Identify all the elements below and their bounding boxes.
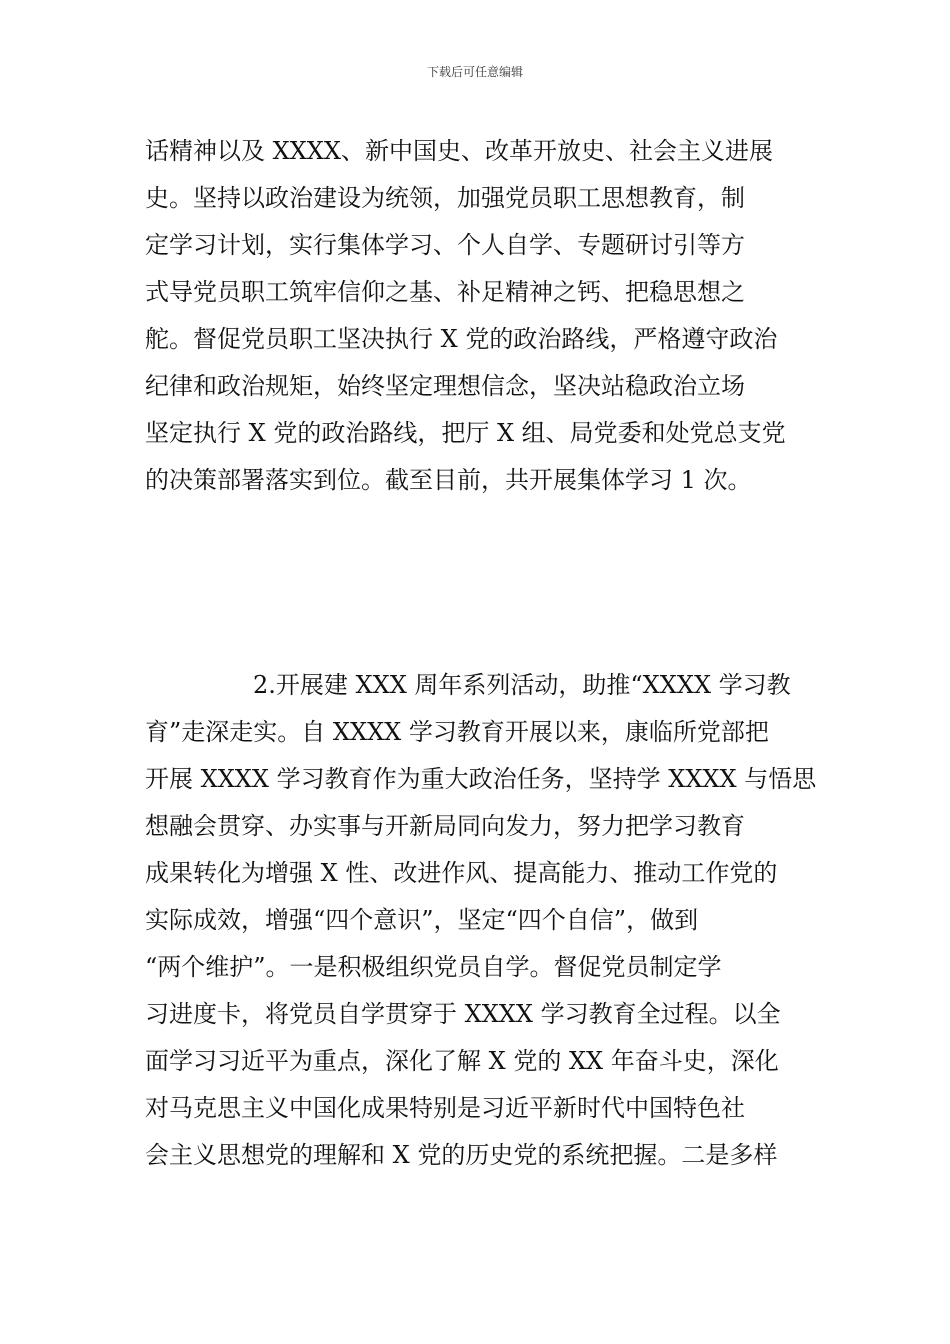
- text-line: 式导党员职工筑牢信仰之基、补足精神之钙、把稳思想之: [145, 278, 745, 306]
- text-line: 的决策部署落实到位。截至目前，共开展集体学习 1 次。: [145, 466, 752, 494]
- text-line: 开展 XXXX 学习教育作为重大政治任务，坚持学 XXXX 与悟思: [145, 765, 817, 793]
- text-line: 想融会贯穿、办实事与开新局同向发力，努力把学习教育: [145, 812, 745, 840]
- text-line: 面学习习近平为重点，深化了解 X 党的 XX 年奋斗史，深化: [145, 1047, 779, 1075]
- text-line: 育”走深走实。自 XXXX 学习教育开展以来，康临所党部把: [145, 718, 769, 746]
- text-line: 习进度卡，将党员自学贯穿于 XXXX 学习教育全过程。以全: [145, 1000, 781, 1028]
- text-line: “两个维护”。一是积极组织党员自学。督促党员制定学: [145, 953, 722, 981]
- text-line: 坚定执行 X 党的政治路线，把厅 X 组、局党委和处党总支党: [145, 419, 786, 447]
- text-line: 对马克思主义中国化成果特别是习近平新时代中国特色社: [145, 1094, 745, 1122]
- text-line: 定学习计划，实行集体学习、个人自学、专题研讨引等方: [145, 231, 745, 259]
- text-line: 话精神以及 XXXX、新中国史、改革开放史、社会主义进展: [145, 137, 773, 165]
- text-line: 2.开展建 XXX 周年系列活动，助推“XXXX 学习教: [253, 671, 791, 699]
- text-line: 舵。督促党员职工坚决执行 X 党的政治路线，严格遵守政治: [145, 325, 778, 353]
- text-line: 成果转化为增强 X 性、改进作风、提高能力、推动工作党的: [145, 859, 778, 887]
- text-line: 实际成效，增强“四个意识”，坚定“四个自信”，做到: [145, 906, 699, 934]
- page-header: 下载后可任意编辑: [426, 65, 523, 79]
- text-line: 纪律和政治规矩，始终坚定理想信念，坚决站稳政治立场: [145, 372, 745, 400]
- text-line: 史。坚持以政治建设为统领，加强党员职工思想教育，制: [145, 184, 745, 212]
- text-line: 会主义思想党的理解和 X 党的历史党的系统把握。二是多样: [145, 1141, 778, 1169]
